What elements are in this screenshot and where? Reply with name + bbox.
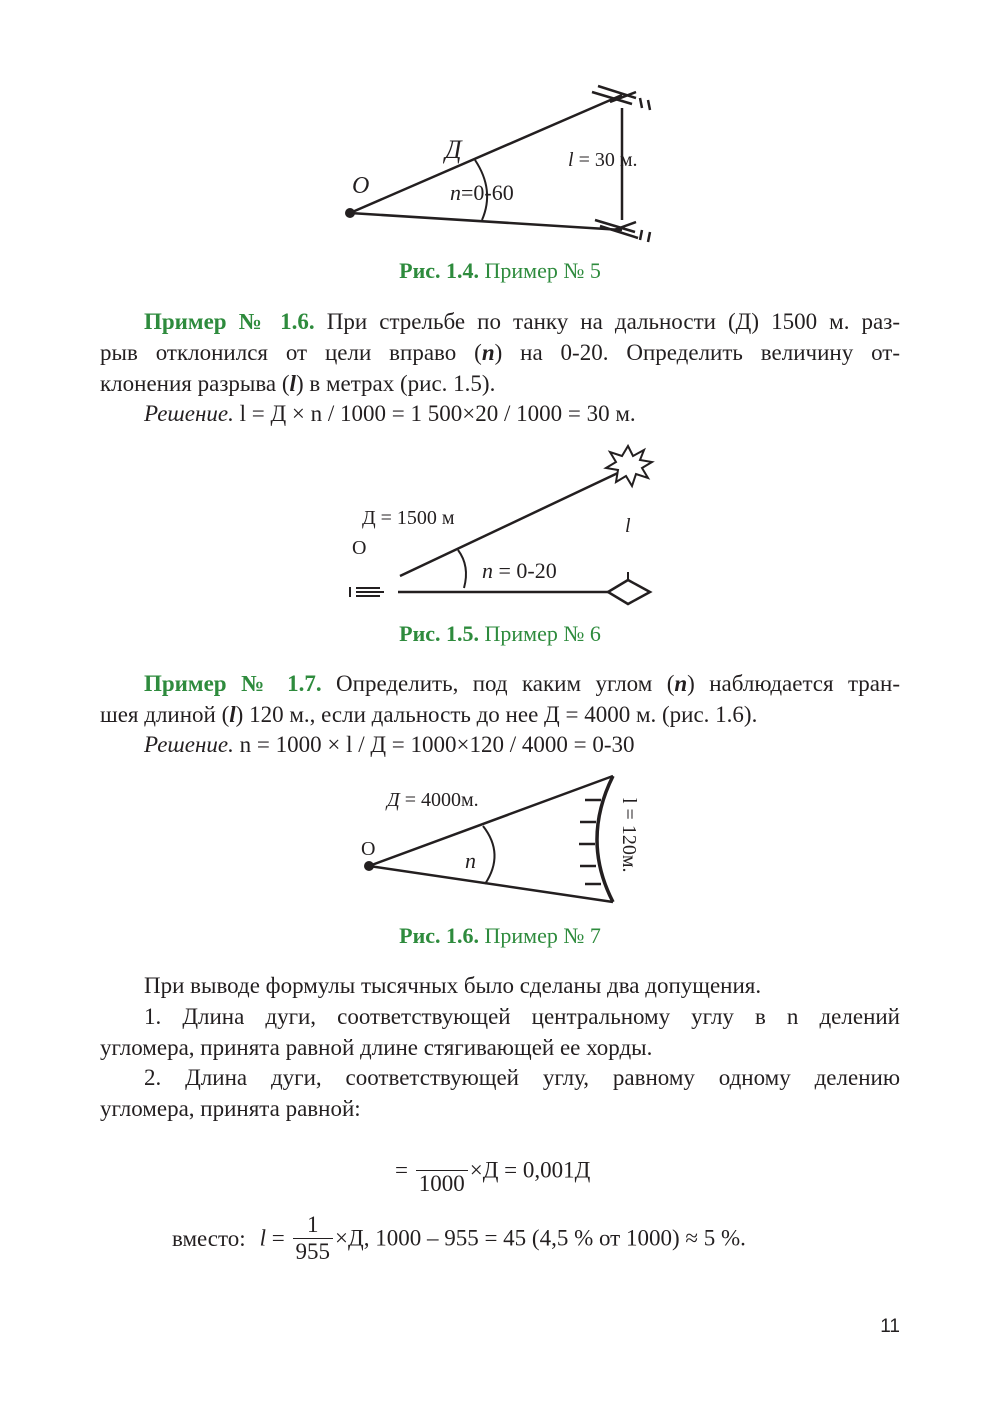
example-1-6-title: Пример № 1.6. xyxy=(144,309,315,334)
solution-label: Решение. xyxy=(144,401,234,426)
formula-2-fraction xyxy=(293,1212,334,1265)
formula-1-lead: = xyxy=(395,1157,408,1183)
caption-number: Рис. 1.6. xyxy=(399,923,480,948)
label-trench-length: l = 120м. xyxy=(618,798,640,873)
tank-icon-upper xyxy=(592,86,650,110)
text-run: ) 120 м., если дальность до нее Д = 4000 м. (рис. 1.6). xyxy=(235,702,758,727)
tank-icon-lower xyxy=(595,220,650,242)
example-1-6-text: При стрельбе по танку на дальности (Д) 1500 м. раз- xyxy=(314,309,900,334)
example-1-6-line-3 xyxy=(100,368,900,399)
text-run: рыв отклонился от цели вправо ( xyxy=(100,340,482,365)
label-distance: Д = 1500 м xyxy=(362,507,455,529)
label-angle: n xyxy=(465,848,476,873)
figure-1-4-caption xyxy=(0,258,1000,284)
formula-2-l: l xyxy=(259,1225,267,1251)
formula-2-eq: = xyxy=(266,1225,285,1251)
formula-1-denominator: 1000 xyxy=(416,1170,468,1197)
symbol-n: n xyxy=(674,671,688,696)
page-number: 11 xyxy=(880,1316,900,1337)
text-run: клонения разрыва ( xyxy=(100,371,290,396)
symbol-l: l xyxy=(289,371,296,396)
gun-icon xyxy=(350,587,384,597)
figure-1-5 xyxy=(340,440,670,610)
solution-text: l = Д × n / 1000 = 1 500×20 / 1000 = 30 м. xyxy=(233,401,636,426)
text-run: ) в метрах (рис. 1.5). xyxy=(295,371,496,396)
angle-arc xyxy=(483,826,495,884)
text-run: ) наблюдается тран- xyxy=(687,671,900,696)
formula-2-tail: ×Д, 1000 – 955 = 45 (4,5 % от 1000) ≈ 5 %. xyxy=(335,1225,746,1251)
label-deviation: l = 30 м. xyxy=(568,149,638,171)
label-origin: O xyxy=(352,537,367,559)
example-1-7-line-1 xyxy=(100,668,900,699)
text-run: шея длиной ( xyxy=(100,702,230,727)
example-1-6-line-1 xyxy=(100,306,900,337)
assumption-2-line-1: 2. Длина дуги, соответствующей углу, равному одному делению xyxy=(144,1065,900,1090)
caption-text: Пример № 6 xyxy=(479,621,601,646)
formula-1-numerator xyxy=(416,1144,468,1170)
caption-text: Пример № 7 xyxy=(479,923,601,948)
assumption-1-line-2: угломера, принята равной длине стягивающей ее хорды. xyxy=(100,1035,653,1060)
formula-2 xyxy=(172,1212,746,1265)
label-origin: O xyxy=(352,173,370,199)
origin-point xyxy=(345,208,355,218)
caption-number: Рис. 1.4. xyxy=(399,258,480,283)
label-angle: n = 0-20 xyxy=(482,558,557,583)
label-origin: O xyxy=(361,838,376,860)
text-run: Определить, под каким углом ( xyxy=(321,671,675,696)
origin-point xyxy=(364,861,374,871)
example-1-7-title: Пример № 1.7. xyxy=(144,671,322,696)
formula-1-fraction xyxy=(416,1144,468,1197)
symbol-l: l xyxy=(229,702,236,727)
label-deviation: l xyxy=(625,515,631,537)
example-1-6-solution xyxy=(100,398,944,429)
example-1-7-line-2 xyxy=(100,699,900,730)
example-1-7-solution xyxy=(100,729,944,760)
example-1-6-line-2 xyxy=(100,337,900,368)
caption-number: Рис. 1.5. xyxy=(399,621,480,646)
assumptions-intro: При выводе формулы тысячных было сделаны два допущения. xyxy=(144,973,762,998)
formula-2-numerator: 1 xyxy=(307,1212,319,1237)
formula-1-tail: ×Д = 0,001Д xyxy=(469,1157,591,1183)
text-run: ) на 0-20. Определить величину от- xyxy=(494,340,900,365)
figure-1-6-caption xyxy=(0,923,1000,949)
symbol-n: n xyxy=(481,340,495,365)
caption-text: Пример № 5 xyxy=(479,258,601,283)
formula-1 xyxy=(395,1144,590,1197)
explosion-icon xyxy=(606,446,652,486)
figure-1-6 xyxy=(355,768,665,918)
solution-label: Решение. xyxy=(144,732,234,757)
formula-2-prefix: вместо: xyxy=(172,1225,246,1251)
assumption-2-line-2: угломера, принята равной: xyxy=(100,1096,361,1121)
angle-arc xyxy=(458,550,466,588)
assumption-1-line-1: 1. Длина дуги, соответствующей центральному углу в n делений xyxy=(144,1004,900,1029)
label-distance: Д = 4000м. xyxy=(387,789,479,811)
formula-2-denominator: 955 xyxy=(293,1238,334,1265)
label-angle: n=0-60 xyxy=(450,180,514,205)
line-lower xyxy=(350,213,622,230)
solution-text: n = 1000 × l / Д = 1000×120 / 4000 = 0-30 xyxy=(233,732,635,757)
figure-1-5-caption xyxy=(0,621,1000,647)
target-diamond-icon xyxy=(608,580,650,604)
figure-1-4 xyxy=(330,80,670,250)
label-distance: Д xyxy=(445,135,462,164)
